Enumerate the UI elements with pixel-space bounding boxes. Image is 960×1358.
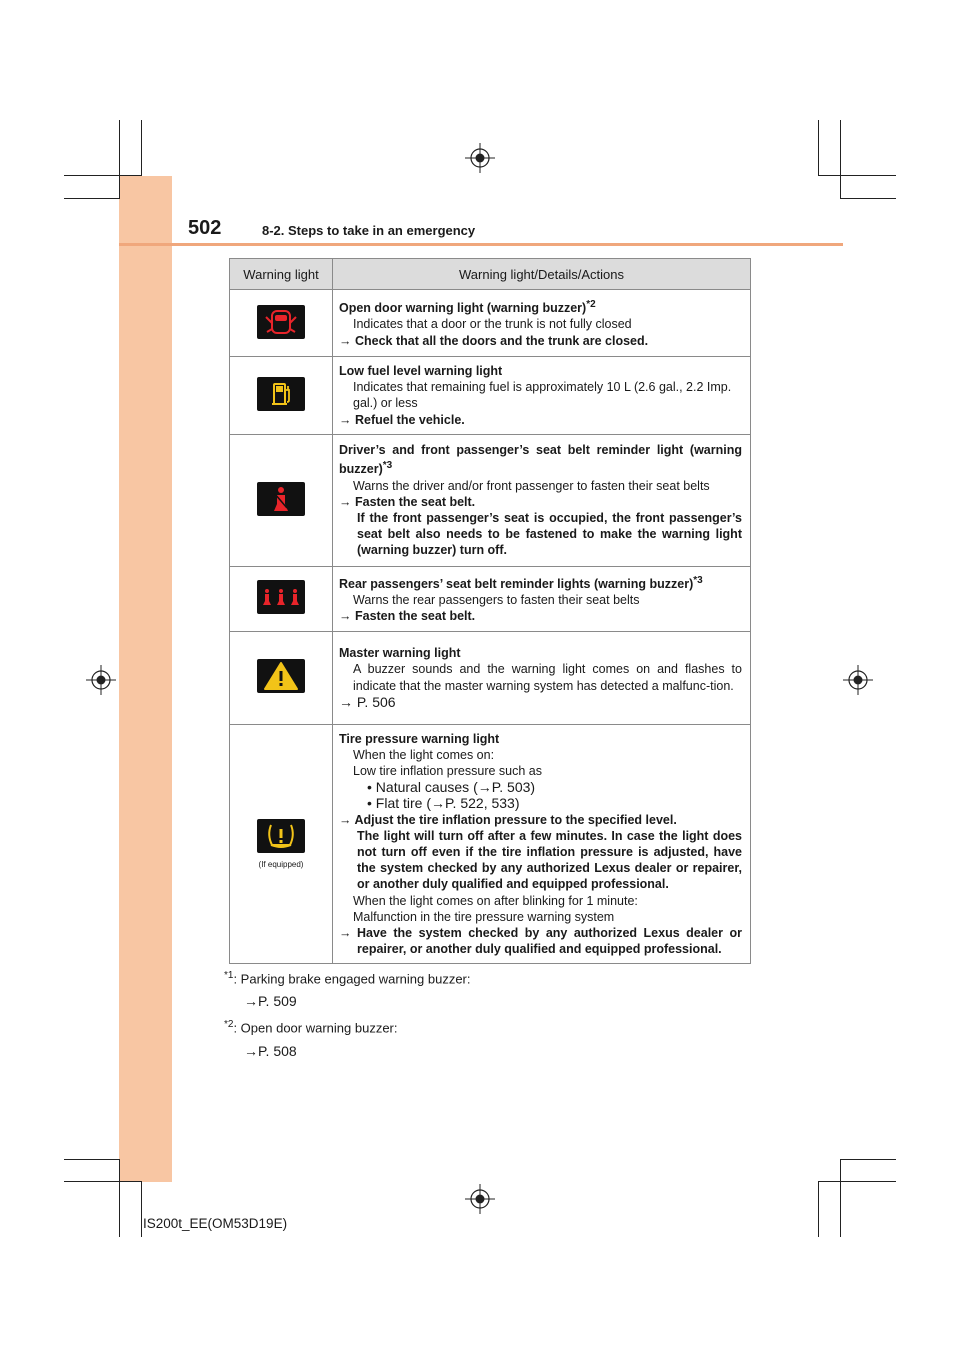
crop-mark — [141, 120, 142, 176]
rear-seat-belt-icon — [257, 580, 305, 614]
section-title: 8-2. Steps to take in an emergency — [262, 223, 476, 238]
crop-mark — [64, 1181, 141, 1182]
crop-mark — [818, 1181, 896, 1182]
warning-action: Fasten the seat belt. — [354, 494, 476, 509]
table-row: (If equipped) Tire pressure warning light When the light comes on: Low tire inflation pressure such as • Natural causes (→P. 503) • Flat tire (→P. 522, 533) → Adjust the tire inflation pressure to the specified level. The light will turn off after a few minutes. In case the light does not turn off even if the tire inflation pressure is adjusted, have the system checked by any authorized Lexus dealer or repairer, or another duly qualified and equipped professional. When the light comes on after blinking for 1 minute: Malfunction in the tire pressure warning system → Have the system checked by any authorized Lexus dealer or repairer, or another duly qualified and equipped professional. — [230, 724, 751, 964]
list-item[interactable]: Natural causes (→P. 503) — [375, 779, 536, 796]
warning-title: Open door warning light (warning buzzer) — [339, 301, 587, 316]
crop-mark — [840, 1159, 841, 1237]
if-equipped-note: (If equipped) — [258, 860, 304, 869]
crop-mark — [840, 120, 841, 199]
footnote-marker: *2 — [586, 299, 596, 311]
page-reference-link[interactable]: →P. 508 — [244, 1042, 297, 1059]
crop-mark — [840, 1159, 896, 1160]
warning-note: If the front passenger’s seat is occupied, the front passenger’s seat belt also needs to be fastened to make the warning light (warning buzzer) turn off. — [357, 510, 742, 558]
warning-action: Check that all the doors and the trunk are closed. — [354, 333, 649, 348]
fuel-pump-icon — [257, 377, 305, 411]
footnote-marker: *3 — [693, 574, 703, 586]
crop-mark — [64, 1159, 119, 1160]
footnote-marker: *1 — [224, 970, 234, 981]
crop-mark — [818, 175, 896, 176]
registration-mark-icon — [843, 665, 873, 695]
warning-detail: A buzzer sounds and the warning light comes on and flashes to indicate that the master warning system has detected a malfunc-tion. — [353, 662, 742, 693]
table-row: Master warning light A buzzer sounds and the warning light comes on and flashes to indicate that the master warning system has detected a malfunc-tion. → P. 506 — [230, 631, 751, 724]
master-warning-icon — [257, 659, 305, 693]
warning-detail: When the light comes on: — [353, 747, 495, 762]
table-row: Driver’s and front passenger’s seat belt reminder light (warning buzzer)$^{*3}$ Warns the driver and/or front passenger to fasten their seat belts → Fasten the seat belt. If the front passenger’s seat is occupied, the front passenger’s seat belt also needs to be fastened to make the warning light (warning buzzer) turn off. — [230, 434, 751, 566]
warning-action: Adjust the tire inflation pressure to the specified level. — [354, 812, 677, 827]
tire-pressure-icon — [257, 819, 305, 853]
document-code: IS200t_EE(OM53D19E) — [143, 1216, 288, 1231]
crop-mark — [818, 120, 819, 176]
crop-mark — [840, 198, 896, 199]
warning-note: The light will turn off after a few minutes. In case the light does not turn off even if the tire inflation pressure is adjusted, have the system checked by any authorized Lexus dealer or repairer, or another duly qualified and equipped professional. — [357, 828, 742, 892]
crop-mark — [119, 1159, 120, 1237]
registration-mark-icon — [465, 143, 495, 173]
seat-belt-icon — [257, 482, 305, 516]
warning-action: Fasten the seat belt. — [354, 609, 476, 624]
warning-title: Low fuel level warning light — [339, 364, 503, 378]
crop-mark — [818, 1181, 819, 1237]
warning-detail: Indicates that a door or the trunk is not fully closed — [353, 317, 632, 332]
warning-action: Have the system checked by any authorized Lexus dealer or repairer, or another duly qualified and equipped professional. — [357, 926, 742, 957]
column-header-warning-light: Warning light — [230, 259, 333, 290]
warning-title: Driver’s and front passenger’s seat belt reminder light (warning buzzer) — [339, 443, 742, 477]
warning-title: Master warning light — [339, 646, 461, 661]
warning-title: Tire pressure warning light — [339, 731, 500, 746]
warning-title: Rear passengers’ seat belt reminder lights (warning buzzer) — [339, 576, 694, 591]
footnote-text: : Parking brake engaged warning buzzer: — [233, 971, 471, 987]
footnote-marker: *2 — [224, 1019, 234, 1031]
page-reference-link[interactable]: P. 506 — [356, 693, 396, 710]
crop-mark — [64, 198, 119, 199]
footnote-marker: *3 — [382, 460, 393, 472]
warning-detail: When the light comes on after blinking for 1 minute: — [353, 893, 638, 908]
crop-mark — [64, 175, 141, 176]
warning-detail: Warns the driver and/or front passenger to fasten their seat belts — [353, 478, 710, 493]
warning-action: Refuel the vehicle. — [354, 412, 465, 427]
table-row: Low fuel level warning light Indicates that remaining fuel is approximately 10 L (2.6 gal., 2.2 Imp. gal.) or less → Refuel the vehicle. — [230, 357, 751, 435]
page-reference-link[interactable]: →P. 509 — [244, 993, 297, 1010]
warning-detail: Warns the rear passengers to fasten their seat belts — [353, 593, 640, 608]
list-item[interactable]: Flat tire (→P. 522, 533) — [375, 795, 520, 812]
footnote-text: : Open door warning buzzer: — [233, 1020, 398, 1036]
table-header-row — [230, 259, 751, 290]
warning-detail: Malfunction in the tire pressure warning system — [353, 909, 615, 924]
warning-detail: Indicates that remaining fuel is approximately 10 L (2.6 gal., 2.2 Imp. gal.) or less — [353, 380, 732, 411]
open-door-warning-icon — [257, 305, 305, 339]
crop-mark — [119, 120, 120, 199]
column-header-details: Warning light/Details/Actions — [333, 259, 751, 290]
table-row: Rear passengers’ seat belt reminder lights (warning buzzer)$^{*3}$ Warns the rear passengers to fasten their seat belts → Fasten the seat belt. — [230, 566, 751, 631]
registration-mark-icon — [465, 1184, 495, 1214]
footnotes — [224, 964, 471, 1063]
chapter-tab-band — [119, 176, 172, 1182]
crop-mark — [141, 1181, 142, 1237]
warning-detail: Low tire inflation pressure such as — [353, 763, 542, 778]
warning-light-table — [229, 258, 751, 964]
registration-mark-icon — [86, 665, 116, 695]
header-rule — [119, 243, 843, 246]
table-row: Open door warning light (warning buzzer)$^{*2}$ Indicates that a door or the trunk is not fully closed → Check that all the doors and the trunk are closed. — [230, 290, 751, 357]
page-number: 502 — [188, 217, 222, 239]
